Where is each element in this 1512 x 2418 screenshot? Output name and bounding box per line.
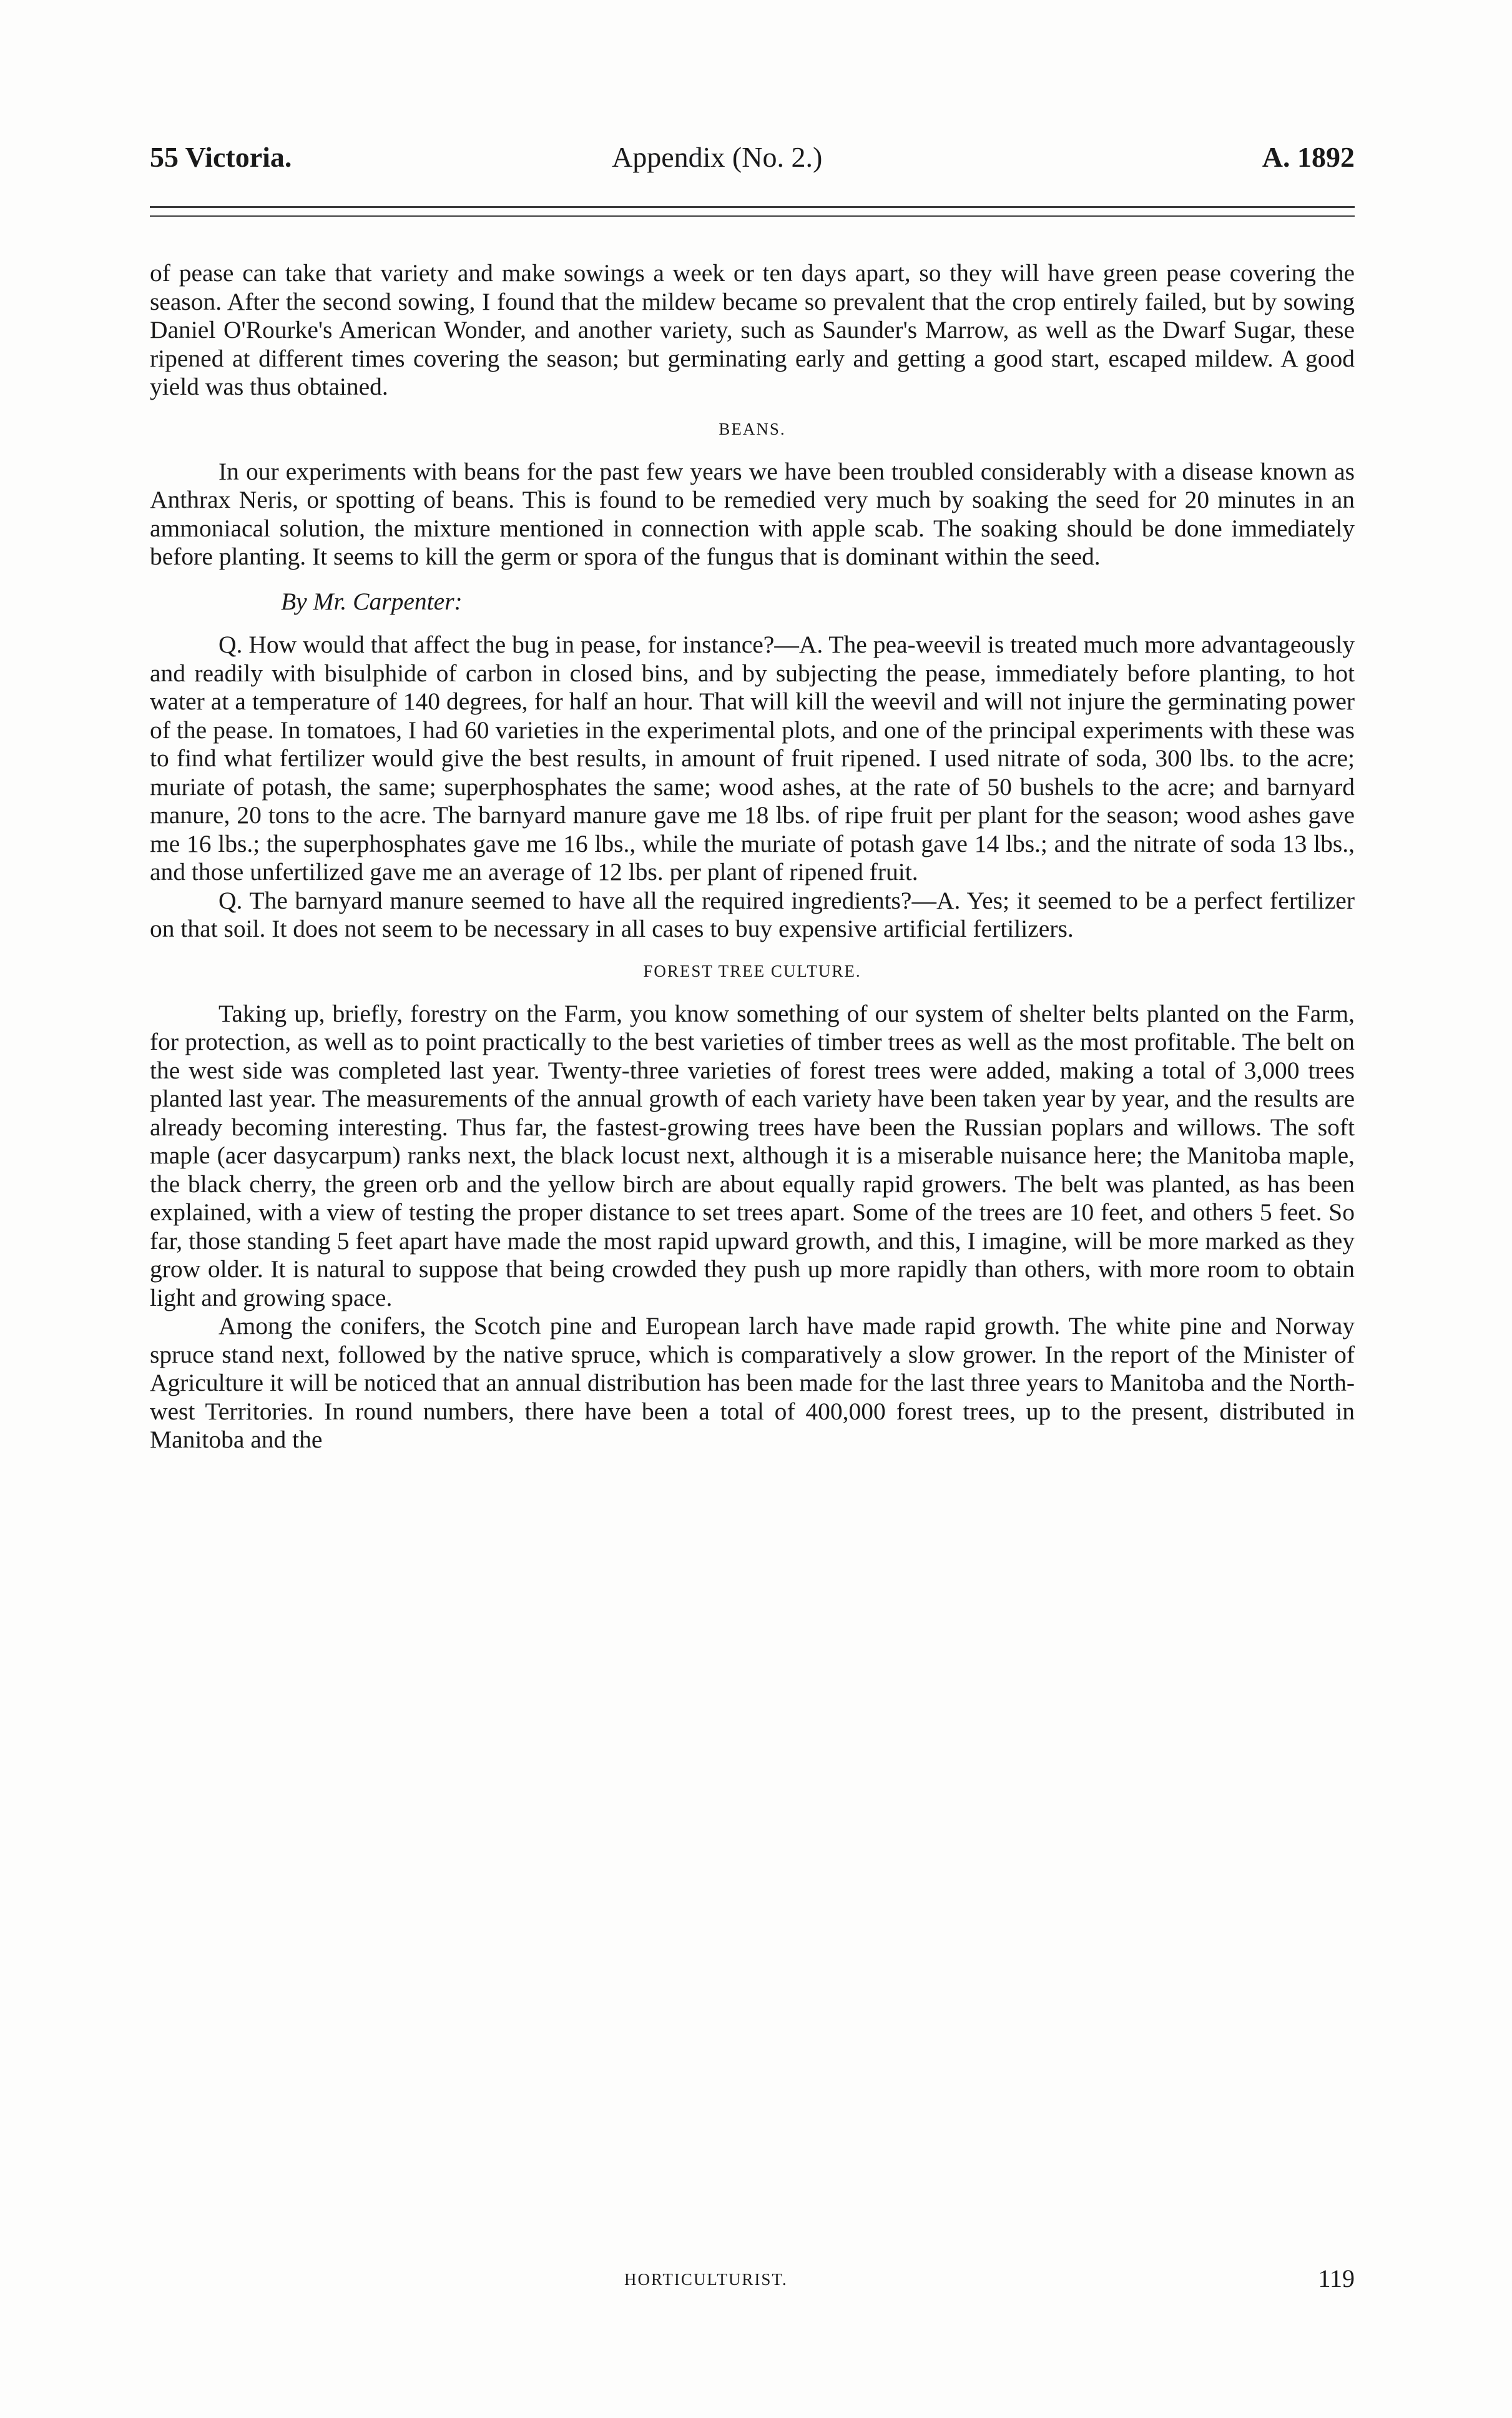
header-rule-top xyxy=(150,206,1355,208)
page-body xyxy=(150,259,1355,2258)
section-heading-beans: BEANS. xyxy=(719,419,786,438)
running-header xyxy=(150,141,1355,190)
paragraph-conifers: Among the conifers, the Scotch pine and European larch have made rapid growth. The white pine and Norway spruce stand next, followed by the native spruce, which is comparatively a slow grower. In the report of the Minister of Agriculture it will be noticed that an annual distribution has been made for the last three years to Manitoba and the North-west Territories. In round numbers, there have been a total of 400,000 forest trees, up to the present, distributed in Manitoba and the xyxy=(150,1312,1355,1453)
paragraph-pease-continued: of pease can take that variety and make sowings a week or ten days apart, so they will have green pease covering the season. After the second sowing, I found that the mildew became so prevalent that the crop entirely failed, but by sowing Daniel O'Rourke's American Wonder, and another variety, such as Saunder's Marrow, as well as the Dwarf Sugar, these ripened at different times covering the season; but germinating early and getting a good start, escaped mildew. A good yield was thus obtained. xyxy=(150,259,1355,400)
paragraph-question-bug: Q. How would that affect the bug in pease, for instance?—A. The pea-weevil is treated much more advantageously and readily with bisulphide of carbon in closed bins, and by subjecting the pease, immediately before planting, to hot water at a temperature of 140 degrees, for half an hour. That will kill the weevil and will not injure the germinating power of the pease. In tomatoes, I had 60 varieties in the experimental plots, and one of the principal experiments with these was to find what fertilizer would give the best results, in amount of fruit ripened. I used nitrate of soda, 300 lbs. to the acre; muriate of potash, the same; superphosphates the same; wood ashes, at the rate of 50 bushels to the acre; and barnyard manure, 20 tons to the acre. The barnyard manure gave me 18 lbs. of ripe fruit per plant for the season; wood ashes gave me 16 lbs.; the superphosphates gave me 16 lbs., while the muriate of potash gave 14 lbs.; and the nitrate of soda 13 lbs., and those unfertilized gave me an average of 12 lbs. per plant of ripened fruit. xyxy=(150,631,1355,886)
page-number: 119 xyxy=(1318,2264,1355,2292)
paragraph-beans: In our experiments with beans for the past few years we have been troubled considerably with a disease known as Anthrax Neris, or spotting of beans. This is found to be remedied very much by soaking the seed for 20 minutes in an ammoniacal solution, the mixture mentioned in connection with apple scab. The soaking should be done immediately before planting. It seems to kill the germ or spora of the fungus that is dominant within the seed. xyxy=(150,457,1355,570)
paragraph-question-manure: Q. The barnyard manure seemed to have all the required ingredients?—A. Yes; it seemed to be a perfect fertilizer on that soil. It does not seem to be necessary in all cases to buy expensive artificial fertilizers. xyxy=(150,886,1355,942)
page-footer xyxy=(150,2264,1355,2301)
byline-questioner: By Mr. Carpenter: xyxy=(281,587,463,615)
header-rule-bottom xyxy=(150,215,1355,217)
paragraph-forestry: Taking up, briefly, forestry on the Farm, you know something of our system of shelter belts planted on the Farm, for protection, as well as to point practically to the best varieties of timber trees as well as the most profitable. The belt on the west side was completed last year. Twenty-three varieties of forest trees were added, making a total of 3,000 trees planted last year. The measurements of the annual growth of each variety have been taken year by year, and the results are already becoming interesting. Thus far, the fastest-growing trees have been the Russian poplars and willows. The soft maple (acer dasycarpum) ranks next, the black locust next, although it is a miserable nuisance here; the Manitoba maple, the black cherry, the green orb and the yellow birch are about equally rapid growers. The belt was planted, as has been explained, with a view of testing the proper distance to set trees apart. Some of the trees are 10 feet, and others 5 feet. So far, those standing 5 feet apart have made the most rapid upward growth, and this, I imagine, will be more marked as they grow older. It is natural to suppose that being crowded they push up more rapidly than others, with more room to obtain light and growing space. xyxy=(150,999,1355,1311)
section-heading-forest: FOREST TREE CULTURE. xyxy=(643,961,862,980)
header-session: 55 Victoria. xyxy=(150,141,292,173)
header-appendix: Appendix (No. 2.) xyxy=(612,141,823,173)
header-year: A. 1892 xyxy=(1262,141,1355,173)
footer-section-title: HORTICULTURIST. xyxy=(624,2270,788,2289)
